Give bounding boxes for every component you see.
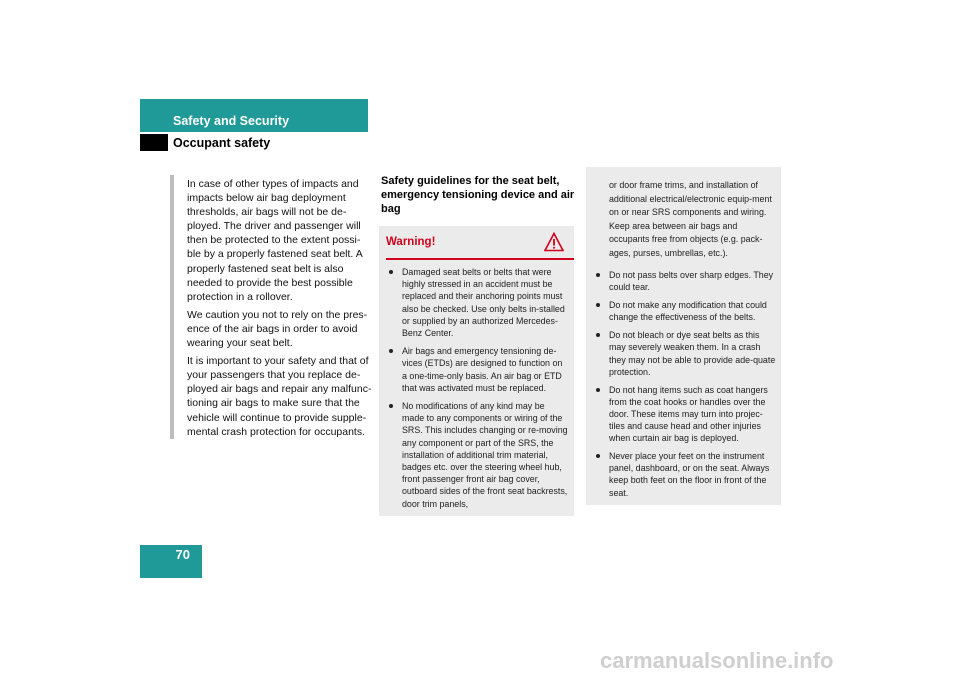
watermark: carmanualsonline.info bbox=[600, 648, 834, 673]
guidelines-heading: Safety guidelines for the seat belt, emergency tensioning device and air bag bbox=[381, 175, 575, 215]
continuation-list bbox=[593, 269, 776, 505]
list-item: No modifications of any kind may be made to any components or wiring of the SRS. This includes changing or re-moving any component or part of the SRS, the installation of additional trim material, badges etc. over the steering wheel hub, front passenger front air bag cover, outboard sides of the front seat backrests, door trim panels, bbox=[386, 400, 569, 510]
warning-label: Warning! bbox=[386, 236, 436, 248]
page-number: 70 bbox=[175, 547, 190, 562]
continuation-text: or door frame trims, and installation of additional electrical/electronic equip-ment on or near SRS components and wiring. Keep area between air bags and occupants free from objects (e.g. pack-ages, purses, umbrellas, etc.). bbox=[609, 180, 772, 258]
paragraph: We caution you not to rely on the pres-ence of the air bags in order to avoid wearing your seat belt. bbox=[187, 308, 368, 350]
list-item: Do not hang items such as coat hangers from the coat hooks or handles over the door. These items may turn into projec-tiles and cause head and other injuries when curtain air bag is deployed. bbox=[593, 384, 776, 444]
list-item: Do not pass belts over sharp edges. They could tear. bbox=[593, 269, 776, 293]
warning-box bbox=[379, 226, 574, 516]
page-number-badge bbox=[140, 545, 202, 578]
paragraph: It is important to your safety and that of your passengers that you replace de-ployed air bags and repair any malfunc-tioning air bags to make sure that the vehicle will continue to provide supple-mental crash protection for occupants. bbox=[187, 355, 372, 438]
list-item: Air bags and emergency tensioning de-vices (ETDs) are designed to function on a one-time-only basis. An air bag or ETD that was activated must be replaced. bbox=[386, 345, 569, 394]
list-item: Do not bleach or dye seat belts as this may severely weaken them. In a crash they may not be able to provide ade-quate protection. bbox=[593, 329, 776, 377]
subsection-title: Occupant safety bbox=[173, 136, 271, 150]
warning-list bbox=[386, 266, 569, 516]
list-item: Never place your feet on the instrument panel, dashboard, or on the seat. Always keep both feet on the floor in front of the seat. bbox=[593, 450, 776, 498]
left-margin-bar bbox=[170, 175, 174, 439]
warning-triangle-icon bbox=[544, 232, 564, 252]
list-item: Do not make any modification that could change the effectiveness of the belts. bbox=[593, 299, 776, 323]
left-column-text bbox=[187, 177, 372, 443]
paragraph: In case of other types of impacts and impacts below air bag deployment thresholds, air bags will not be de-ployed. The driver and passenger will then be protected to the extent possi-ble by a properly fastened seat belt. A properly fastened seat belt is also needed to provide the best possible protection in a rollover. bbox=[187, 178, 363, 303]
subsection-marker bbox=[140, 134, 168, 151]
warning-divider bbox=[386, 258, 574, 260]
section-title: Safety and Security bbox=[173, 114, 290, 128]
warning-continuation-box bbox=[586, 167, 781, 505]
list-item: Damaged seat belts or belts that were highly stressed in an accident must be replaced and their anchoring points must also be checked. Use only belts in-stalled or supplied by an authorized Mercedes-Benz Center. bbox=[386, 266, 569, 339]
